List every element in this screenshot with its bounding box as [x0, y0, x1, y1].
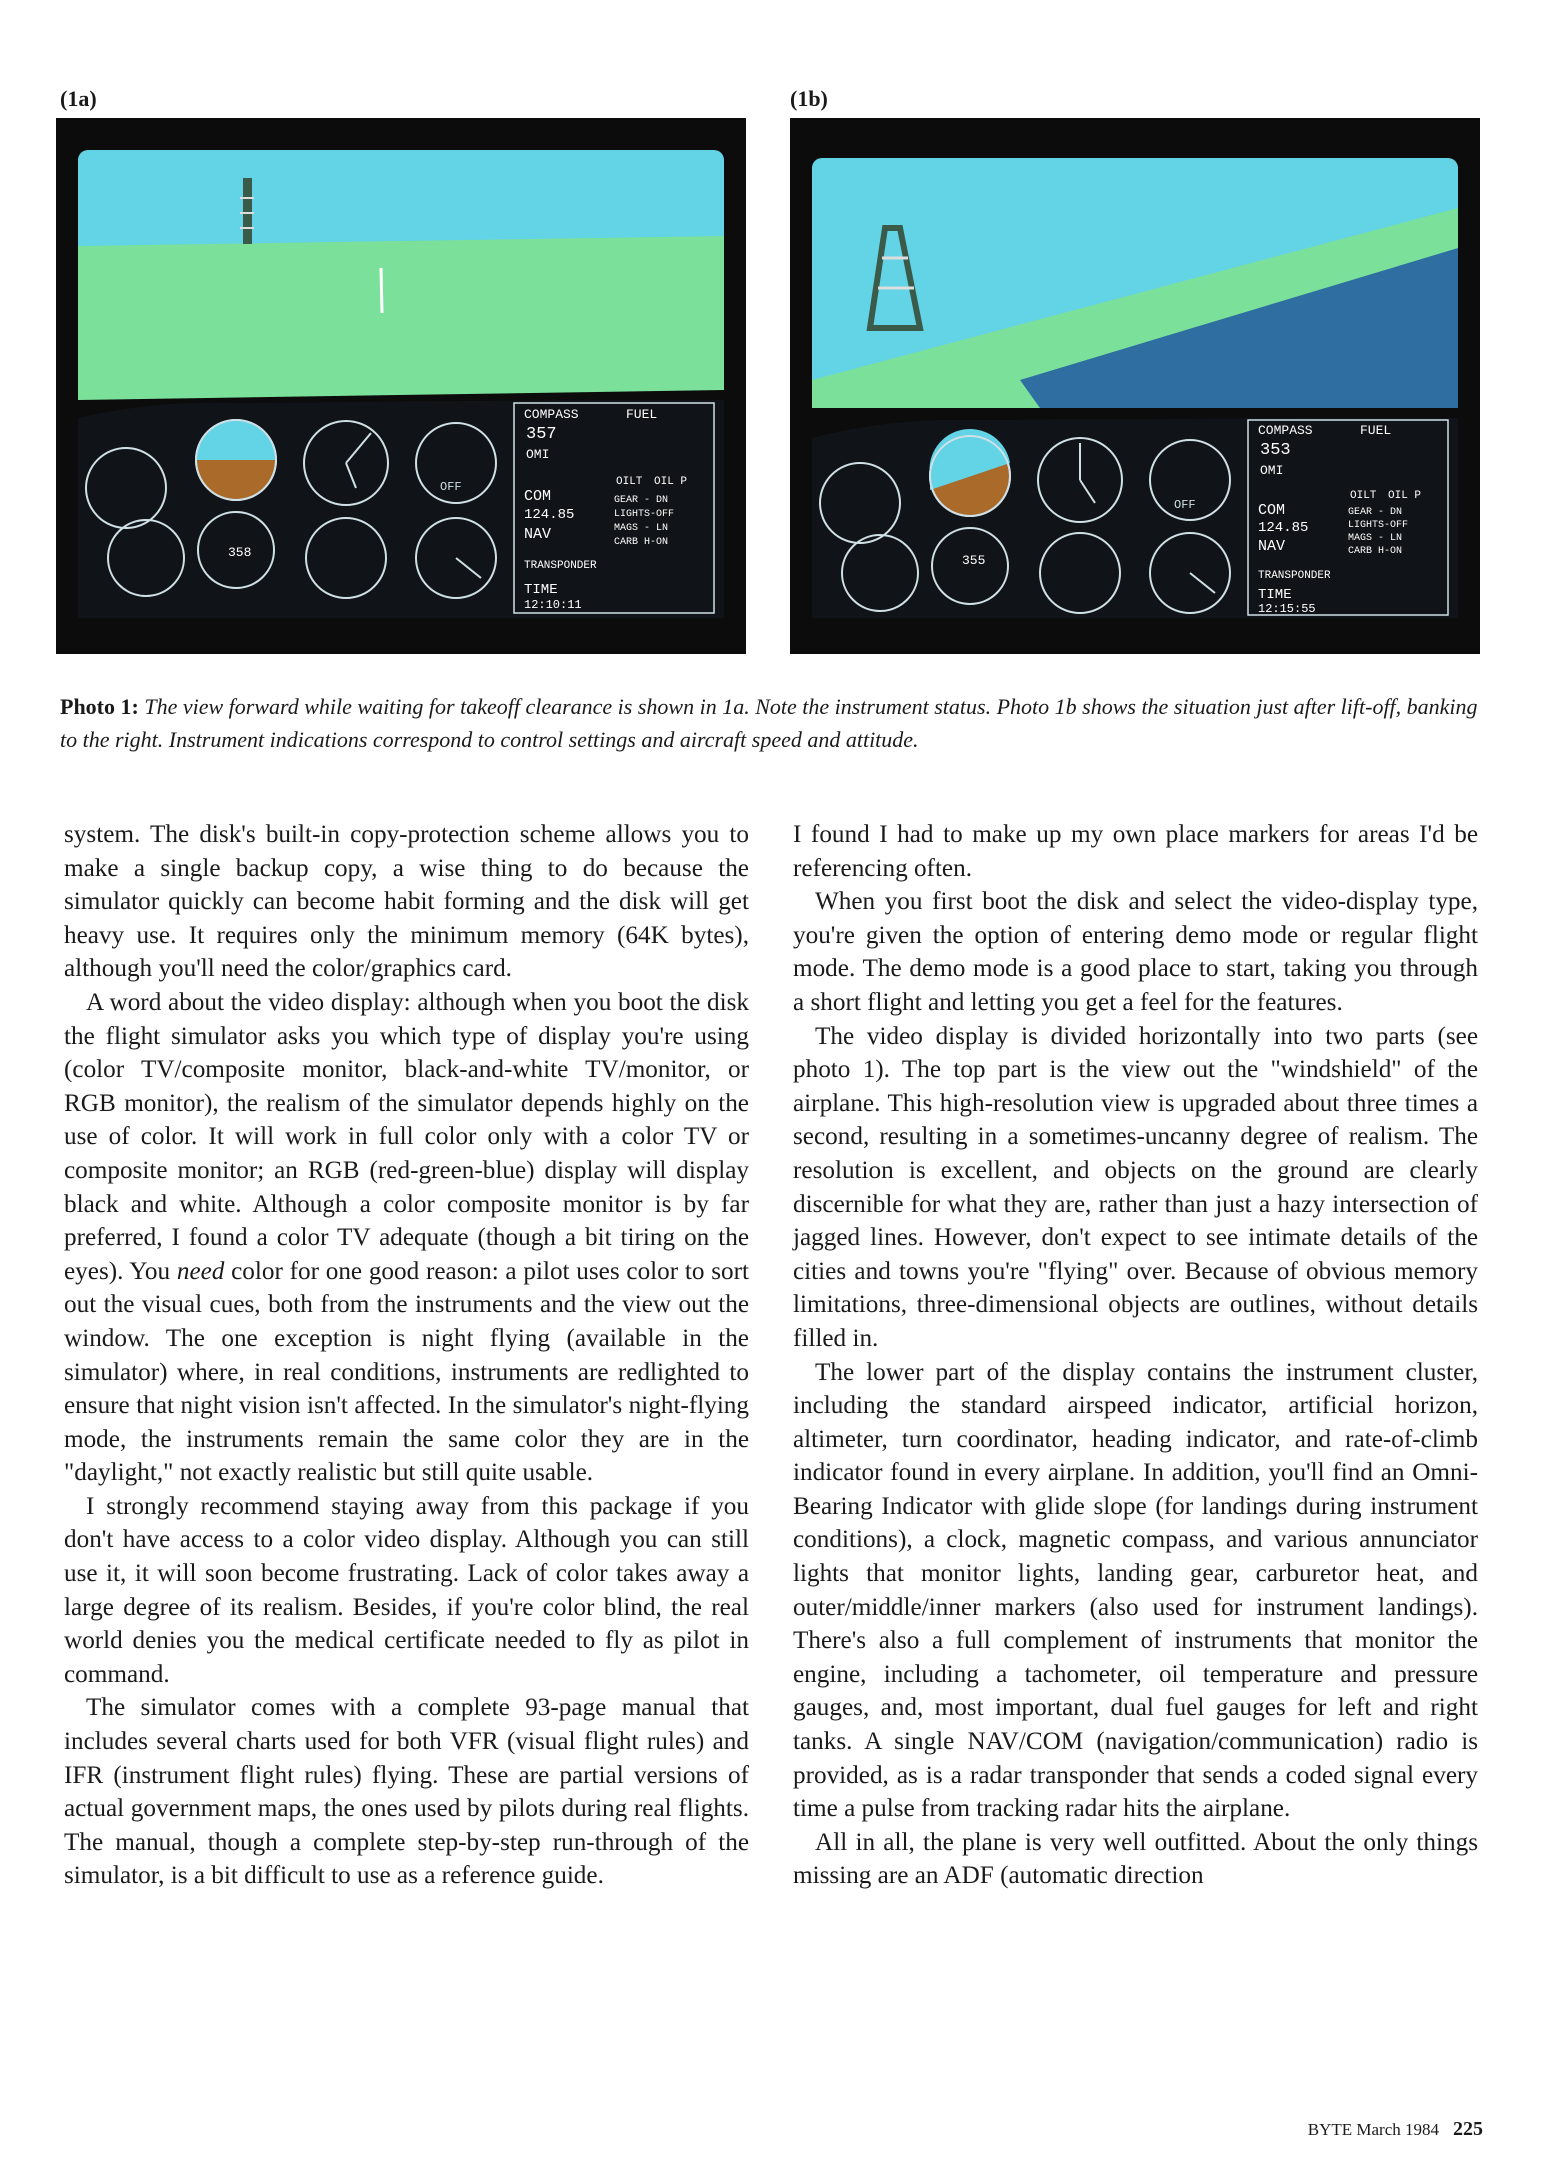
oil-temp-label: OILT: [1350, 490, 1377, 502]
magazine-issue: BYTE March 1984: [1307, 2120, 1439, 2139]
caption-label: Photo 1:: [60, 694, 139, 719]
time-label: TIME: [1258, 587, 1292, 603]
lights-status: LIGHTS-OFF: [614, 509, 675, 520]
right-column: [793, 818, 1478, 1893]
left-paragraph-2: A word about the video display: although when you boot the disk the flight simulator asks you which type of display you're using (color TV/composite monitor, black-and-white TV/monitor, or RGB monitor), the realism of the simulator depends highly on the use of color. It will work in full color only with a color TV or composite monitor; an RGB (red-green-blue) display will display black and white. Although a color composite monitor is by far preferred, I found a color TV adequate (though a bit tiring on the eyes). You need color for one good reason: a pilot uses color to sort out the visual cues, both from the instruments and the view out the window. The one exception is night flying (available in the simulator) where, in real conditions, instruments are redlighted to ensure that night vision isn't affected. In the simulator's night-flying mode, the instruments remain the same color they are in the "daylight," not exactly realistic but still quite usable.: [64, 988, 749, 1487]
oil-temp-label: OILT: [616, 476, 643, 488]
caption-text: The view forward while waiting for takeoff clearance is shown in 1a. Note the instrument status. Photo 1b shows the situation just after lift-off, banking to the right. Instrument indications correspond to control settings and aircraft speed and attitude.: [60, 694, 1478, 752]
com-value: 124.85: [1258, 520, 1309, 536]
omi-label: OMI: [1260, 463, 1284, 478]
right-paragraph-2: When you first boot the disk and select the video-display type, you're given the option of entering demo mode or regular flight mode. The demo mode is a good place to start, taking you through a short flight and letting you get a feel for the features.: [793, 888, 1478, 1016]
right-paragraph-3: The video display is divided horizontally into two parts (see photo 1). The top part is the view out the "windshield" of the airplane. This high-resolution view is upgraded about three times a second, resulting in a sometimes-uncanny degree of realism. The resolution is excellent, and objects on the ground are clearly discernible for what they are, rather than just a hazy intersection of jagged lines. However, don't expect to see intimate details of the cities and towns you're "flying" over. Because of obvious memory limitations, three-dimensional objects are outlines, without details filled in.: [793, 1022, 1478, 1352]
transponder-label: TRANSPONDER: [524, 560, 597, 572]
compass-label: COMPASS: [524, 407, 579, 422]
transponder-label: TRANSPONDER: [1258, 570, 1331, 582]
photo-1b-screen: [790, 118, 1480, 654]
compass-value: 353: [1260, 441, 1291, 460]
nav-label: NAV: [524, 526, 552, 543]
left-paragraph-3: I strongly recommend staying away from this package if you don't have access to a color video display. Although you can still use it, it will soon become frustrating. Lack of color takes away a large degree of its realism. Besides, if you're color blind, the real world denies you the medical certificate needed to fly as pilot in command.: [64, 1492, 749, 1688]
left-paragraph-4: The simulator comes with a complete 93-page manual that includes several charts used for both VFR (visual flight rules) and IFR (instrument flight rules) flying. These are partial versions of actual government maps, the ones used by pilots during real flights. The manual, though a complete step-by-step run-through of the simulator, is a bit difficult to use as a reference guide.: [64, 1694, 749, 1890]
omi-label: OMI: [526, 447, 550, 462]
fuel-label: FUEL: [1360, 423, 1392, 438]
omi-off-label: OFF: [1174, 498, 1196, 512]
photo-1b: [790, 118, 1480, 654]
omi-off-label: OFF: [440, 480, 462, 494]
time-label: TIME: [524, 582, 558, 598]
mags-status: MAGS - LN: [614, 523, 669, 534]
heading-readout: 358: [228, 545, 252, 560]
right-paragraph-1: I found I had to make up my own place markers for areas I'd be referencing often.: [793, 821, 1478, 882]
mags-status: MAGS - LN: [1348, 533, 1403, 544]
com-value: 124.85: [524, 507, 575, 523]
oil-pressure-label: OIL P: [1388, 490, 1422, 502]
time-value: 12:15:55: [1258, 602, 1316, 616]
left-column: [64, 818, 749, 1893]
lights-status: LIGHTS-OFF: [1348, 520, 1409, 531]
compass-label: COMPASS: [1258, 423, 1313, 438]
photo-1a-label: (1a): [60, 86, 97, 111]
carb-status: CARB H-ON: [614, 537, 669, 548]
right-paragraph-5: All in all, the plane is very well outfitted. About the only things missing are an ADF (automatic direction: [793, 1828, 1478, 1890]
page-footer: [1308, 2118, 1483, 2141]
right-paragraph-4: The lower part of the display contains the instrument cluster, including the standard airspeed indicator, artificial horizon, altimeter, turn coordinator, heading indicator, and rate-of-climb indicator found in every airplane. In addition, you'll find an Omni-Bearing Indicator with glide slope (for landings during instrument conditions), a clock, magnetic compass, and various annunciator lights that monitor lights, landing gear, carburetor heat, and outer/middle/inner markers (also used for instrument landings). There's also a full complement of instruments that monitor the engine, including a tachometer, oil temperature and pressure gauges, and, most important, dual fuel gauges for left and right tanks. A single NAV/COM (navigation/communication) radio is provided, as is a radar transponder that sends a coded signal every time a pulse from tracking radar hits the airplane.: [793, 1358, 1478, 1823]
page-number: 225: [1453, 2118, 1483, 2140]
com-label: COM: [524, 488, 552, 505]
oil-pressure-label: OIL P: [654, 476, 688, 488]
photo-caption: [60, 690, 1480, 756]
time-value: 12:10:11: [524, 598, 582, 612]
ground: [78, 236, 724, 400]
left-paragraph-1: system. The disk's built-in copy-protection scheme allows you to make a single backup copy, a wise thing to do because the simulator quickly can become habit forming and the disk will get heavy use. It requires only the minimum memory (64K bytes), although you'll need the color/graphics card.: [64, 821, 749, 983]
nav-label: NAV: [1258, 538, 1286, 555]
photo-1b-label: (1b): [790, 86, 828, 111]
compass-value: 357: [526, 425, 557, 444]
gear-status: GEAR - DN: [1348, 507, 1403, 518]
fuel-label: FUEL: [626, 407, 658, 422]
photo-1a: [56, 118, 746, 654]
gear-status: GEAR - DN: [614, 495, 669, 506]
photo-1a-screen: [56, 118, 746, 654]
heading-readout: 355: [962, 553, 986, 568]
carb-status: CARB H-ON: [1348, 546, 1403, 557]
com-label: COM: [1258, 502, 1286, 519]
